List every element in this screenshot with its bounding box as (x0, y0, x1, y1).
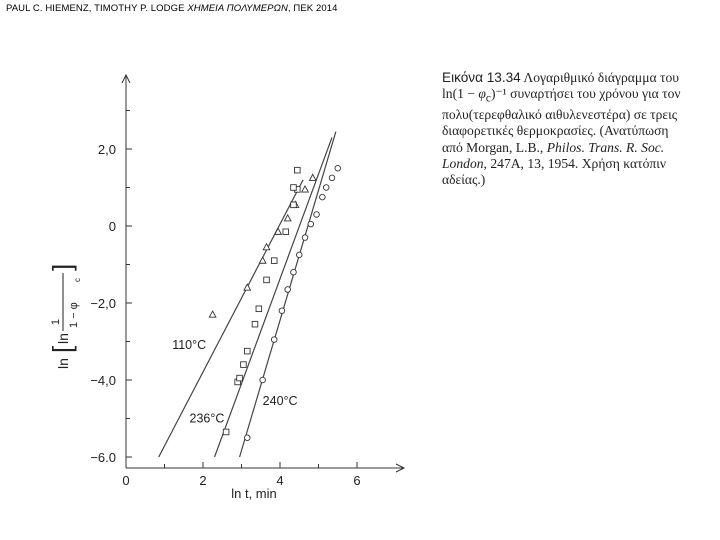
data-point-triangle (244, 284, 251, 290)
y-axis-label (47, 264, 82, 369)
data-point-circle (260, 377, 266, 383)
data-point-square (291, 202, 297, 208)
caption-phi-sub: c (485, 92, 491, 105)
y-tick-label: −4,0 (90, 373, 116, 388)
caption-line2: )⁻¹ συναρτήσει του χρόνου για τον πολυ(τερεφθαλικό αιθυλενεστέρα) σε τρεις διαφορετικές θερμοκρασίες. (Ανατύπωση από Morgan, L.B., (442, 86, 681, 155)
header-authors: PAUL C. HIEMENZ, TIMOTHY P. LODGE (6, 3, 188, 14)
x-tick-label: 6 (353, 473, 361, 488)
y-axis-label-bracket-left: [ (47, 345, 77, 353)
x-tick-label: 0 (122, 473, 130, 488)
data-point-square (244, 348, 250, 354)
caption-line1: Λογαριθμικό διάγραμμα του ln(1 − (442, 70, 679, 102)
data-point-square (256, 306, 262, 312)
data-point-circle (335, 165, 341, 171)
figure-caption (442, 70, 692, 188)
data-point-circle (323, 185, 329, 191)
header-publisher-year: , ΠΕΚ 2014 (287, 3, 338, 14)
y-axis-label-denominator: 1 − φ (68, 302, 80, 328)
data-point-triangle (209, 311, 216, 317)
x-tick-label: 4 (276, 473, 284, 488)
fit-line-circle (240, 132, 336, 457)
header-book-title: ΧΗΜΕΙΑ ΠΟΛΥΜΕΡΩΝ (187, 3, 288, 14)
data-point-circle (271, 337, 277, 343)
caption-phi: φ (478, 86, 486, 102)
caption-ref: , 247A, 13, 1954. Χρήση κατόπιν αδείας.) (442, 155, 667, 187)
axes (90, 75, 404, 488)
x-tick-label: 2 (199, 473, 207, 488)
data-point-triangle (309, 174, 316, 180)
data-point-square (295, 167, 301, 173)
data-point-square (241, 362, 247, 368)
y-tick-label: 2,0 (97, 142, 116, 157)
data-point-square (264, 277, 270, 283)
y-axis-label-numerator: 1 (50, 318, 62, 326)
data-point-circle (302, 235, 308, 241)
data-point-square (252, 321, 258, 327)
x-axis-label: ln t, min (231, 486, 277, 501)
data-point-circle (329, 175, 335, 181)
series-label: 236°C (189, 411, 225, 426)
data-point-square (283, 229, 289, 235)
y-tick-label: −2,0 (90, 296, 116, 311)
caption-journal: Philos. Trans. R. Soc. London (442, 139, 665, 171)
data-point-circle (279, 308, 285, 314)
fit-line-square (215, 137, 332, 457)
caption-label: Εικόνα 13.34 (442, 70, 521, 85)
data-point-circle (285, 287, 291, 293)
data-point-square (291, 185, 297, 191)
data-point-circle (244, 435, 250, 441)
y-tick-label: −6.0 (90, 450, 116, 465)
data-point-triangle (259, 257, 266, 263)
y-tick-label: 0 (108, 219, 116, 234)
data-point-circle (296, 252, 302, 258)
y-axis-label-bracket-right: ] (47, 263, 77, 271)
data-point-triangle (302, 186, 309, 192)
data-point-circle (291, 269, 297, 275)
fit-line-triangle (159, 180, 303, 457)
y-axis-label-subscript: c (73, 278, 82, 282)
data-point-circle (314, 212, 320, 218)
y-axis-label-ln-inner: ln (55, 333, 71, 344)
data-point-square (237, 375, 243, 381)
series-label: 240°C (262, 394, 298, 409)
data-point-square (271, 258, 277, 264)
data-point-square (223, 429, 229, 435)
data-point-circle (320, 194, 326, 200)
series-label: 110°C (172, 338, 207, 353)
data-point-triangle (284, 215, 291, 221)
data-point-circle (308, 221, 314, 227)
y-axis-label-ln: ln (55, 358, 71, 369)
